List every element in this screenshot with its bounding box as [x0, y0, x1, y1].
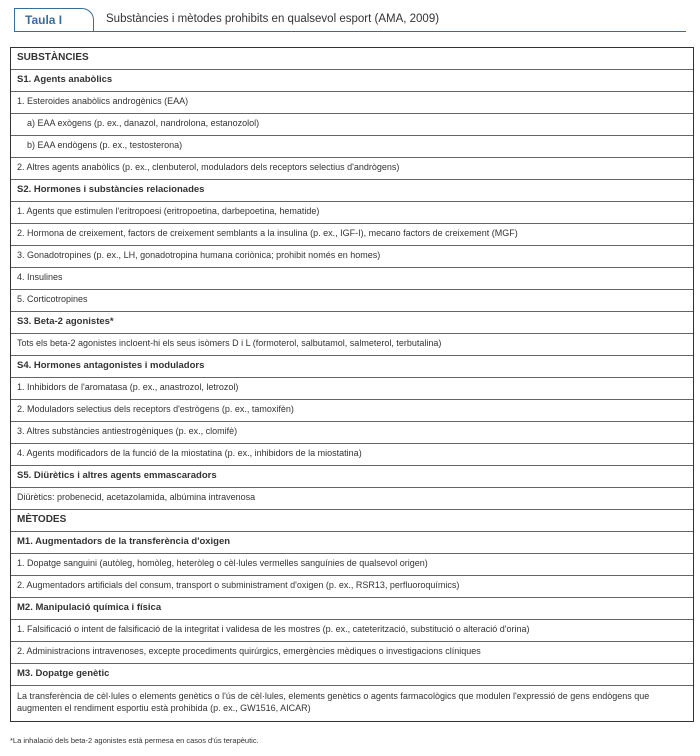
table-row: 1. Dopatge sanguini (autòleg, homòleg, heteròleg o cèl·lules vermelles sanguínies de qualsevol origen): [11, 554, 693, 576]
subsection-heading: S1. Agents anabòlics: [11, 70, 693, 92]
table-row: 1. Inhibidors de l'aromatasa (p. ex., anastrozol, letrozol): [11, 378, 693, 400]
footnote: *La inhalació dels beta-2 agonistes està permesa en casos d'ús terapèutic.: [10, 736, 259, 745]
table-row: La transferència de cèl·lules o elements genètics o l'ús de cèl·lules, elements genètics o agents farmacològics que modulen l'expressió de gens endògens que augmenten el rendiment esportiu està prohibida (p. ex., GW1516, AICAR): [17, 691, 650, 713]
table-row: 4. Agents modificadors de la funció de la miostatina (p. ex., inhibidors de la miostatina): [11, 444, 693, 466]
subsection-heading: M1. Augmentadors de la transferència d'oxigen: [11, 532, 693, 554]
table-caption: Substàncies i mètodes prohibits en qualsevol esport (AMA, 2009): [106, 13, 440, 25]
table-tab: [14, 8, 94, 31]
table-row: Tots els beta-2 agonistes incloent-hi els seus isòmers D i L (formoterol, salbutamol, salmeterol, terbutalina): [11, 334, 693, 356]
table-row: 3. Altres substàncies antiestrogèniques (p. ex., clomifè): [11, 422, 693, 444]
table-row: 2. Hormona de creixement, factors de creixement semblants a la insulina (p. ex., IGF-I), mecano factors de creixement (MGF): [11, 224, 693, 246]
prohibited-list-table: [10, 47, 694, 722]
table-row: 2. Administracions intravenoses, excepte procediments quirúrgics, emergències mèdiques o investigacions clíniques: [11, 642, 693, 664]
table-tab-label: Taula I: [25, 13, 63, 27]
table-row: Diürètics: probenecid, acetazolamida, albúmina intravenosa: [11, 488, 693, 510]
subsection-heading: S4. Hormones antagonistes i moduladors: [11, 356, 693, 378]
table-row: 1. Falsificació o intent de falsificació de la integritat i validesa de les mostres (p. ex., cateterització, substitució o alteració d'orina): [11, 620, 693, 642]
table-row: 3. Gonadotropines (p. ex., LH, gonadotropina humana coriònica; prohibit només en homes): [11, 246, 693, 268]
table-row: 2. Moduladors selectius dels receptors d'estrògens (p. ex., tamoxifèn): [11, 400, 693, 422]
subsection-heading: S2. Hormones i substàncies relacionades: [11, 180, 693, 202]
table-row: 2. Augmentadors artificials del consum, transport o subministrament d'oxigen (p. ex., RSR13, perfluoroquímics): [11, 576, 693, 598]
subsection-heading: M3. Dopatge genètic: [11, 664, 693, 686]
table-row: 4. Insulines: [11, 268, 693, 290]
table-row: 2. Altres agents anabòlics (p. ex., clenbuterol, moduladors dels receptors selectius d'andrògens): [11, 158, 693, 180]
table-row: 1. Esteroides anabòlics androgènics (EAA): [11, 92, 693, 114]
subsection-heading: S3. Beta-2 agonistes*: [11, 312, 693, 334]
table-row: 1. Agents que estimulen l'eritropoesi (eritropoetina, darbepoetina, hematide): [11, 202, 693, 224]
table-header: [14, 8, 686, 32]
section-heading: SUBSTÀNCIES: [11, 48, 693, 70]
section-heading: MÈTODES: [11, 510, 693, 532]
table-row: a) EAA exògens (p. ex., danazol, nandrolona, estanozolol): [11, 114, 693, 136]
subsection-heading: S5. Diürètics i altres agents emmascaradors: [11, 466, 693, 488]
subsection-heading: M2. Manipulació química i física: [11, 598, 693, 620]
table-row: 5. Corticotropines: [11, 290, 693, 312]
table-row: b) EAA endògens (p. ex., testosterona): [11, 136, 693, 158]
header-rule: [14, 31, 686, 32]
